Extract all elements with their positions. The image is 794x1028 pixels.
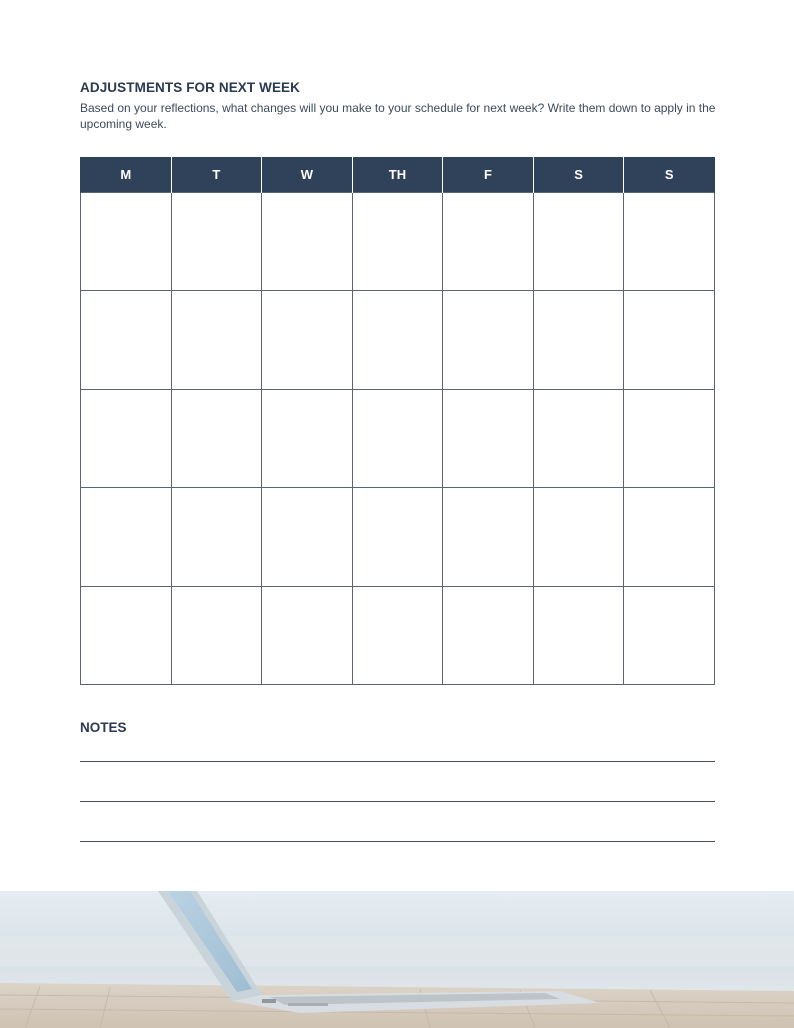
schedule-cell[interactable] [262,586,353,684]
schedule-cell[interactable] [443,586,534,684]
schedule-cell[interactable] [352,488,443,586]
schedule-cell[interactable] [624,291,715,389]
schedule-cell[interactable] [624,586,715,684]
schedule-cell[interactable] [262,193,353,291]
schedule-cell[interactable] [533,291,624,389]
schedule-cell[interactable] [81,488,172,586]
schedule-cell[interactable] [443,291,534,389]
schedule-cell[interactable] [352,389,443,487]
day-header-wednesday: W [262,157,353,193]
schedule-cell[interactable] [443,488,534,586]
schedule-cell[interactable] [171,488,262,586]
section-title: ADJUSTMENTS FOR NEXT WEEK [80,80,301,95]
section-description: Based on your reflections, what changes will you make to your schedule for next week? Write them down to apply in the upcoming week. [80,101,716,131]
schedule-cell[interactable] [171,389,262,487]
schedule-cell[interactable] [443,193,534,291]
schedule-cell[interactable] [533,586,624,684]
day-header-thursday: TH [352,157,443,193]
schedule-cell[interactable] [171,586,262,684]
table-row [81,586,715,684]
weekly-schedule-table [80,157,715,685]
schedule-cell[interactable] [352,193,443,291]
note-line-3[interactable] [80,841,715,842]
schedule-cell[interactable] [262,488,353,586]
day-header-monday: M [81,157,172,193]
schedule-cell[interactable] [171,291,262,389]
schedule-cell[interactable] [352,291,443,389]
schedule-cell[interactable] [81,291,172,389]
table-row [81,193,715,291]
schedule-cell[interactable] [81,193,172,291]
note-line-2[interactable] [80,801,715,802]
schedule-cell[interactable] [81,389,172,487]
schedule-cell[interactable] [352,586,443,684]
schedule-cell[interactable] [624,488,715,586]
table-row [81,488,715,586]
schedule-cell[interactable] [262,389,353,487]
schedule-cell[interactable] [624,193,715,291]
table-row [81,291,715,389]
laptop-on-deck-photo-icon [0,891,794,1028]
day-header-friday: F [443,157,534,193]
schedule-cell[interactable] [533,488,624,586]
schedule-cell[interactable] [443,389,534,487]
footer-photo [0,891,794,1028]
day-header-saturday: S [533,157,624,193]
schedule-cell[interactable] [533,193,624,291]
table-body [81,193,715,685]
note-line-1[interactable] [80,761,715,762]
notes-title: NOTES [80,720,127,735]
schedule-cell[interactable] [533,389,624,487]
table-row [81,389,715,487]
day-header-tuesday: T [171,157,262,193]
schedule-cell[interactable] [262,291,353,389]
day-header-sunday: S [624,157,715,193]
schedule-cell[interactable] [624,389,715,487]
schedule-cell[interactable] [81,586,172,684]
table-header-row [81,157,715,193]
schedule-cell[interactable] [171,193,262,291]
